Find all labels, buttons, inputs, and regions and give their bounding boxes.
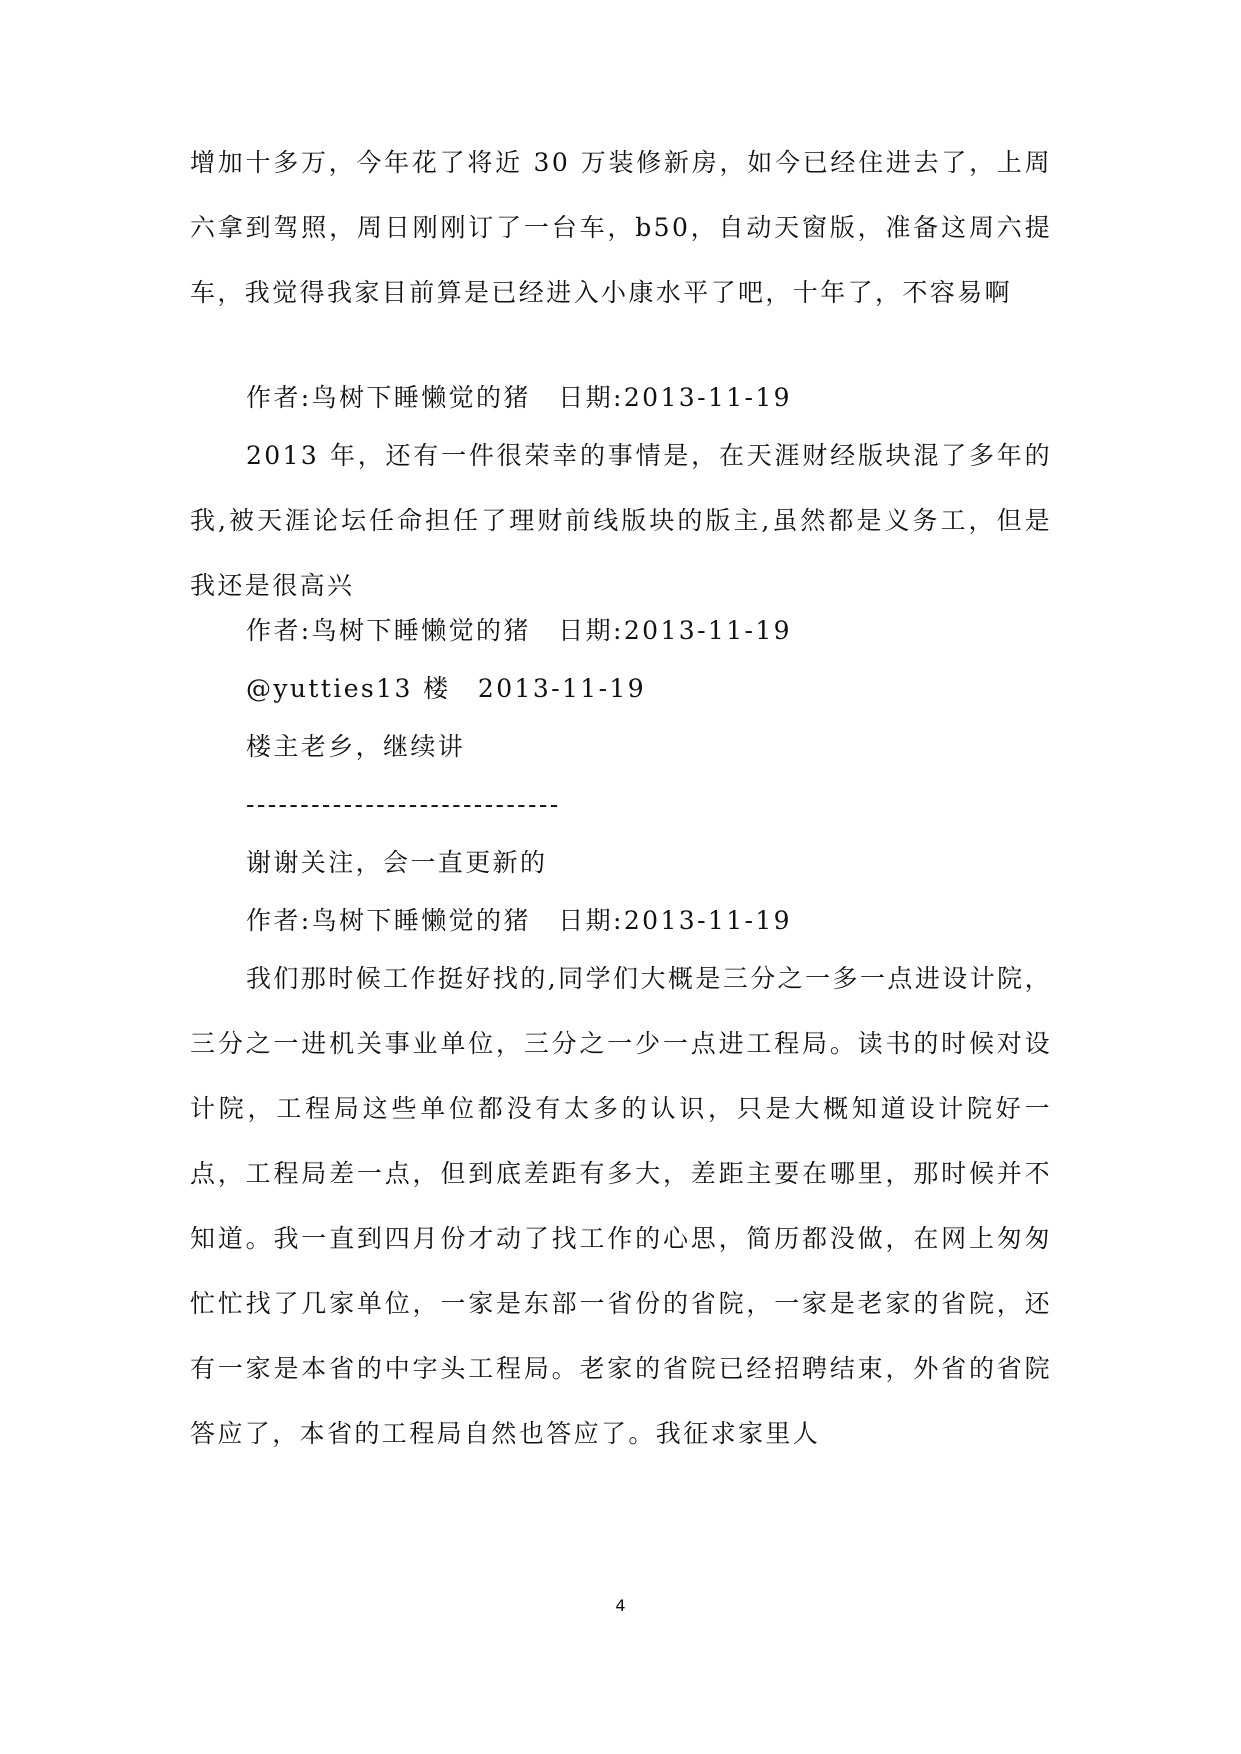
paragraph-forum-moderator: 2013 年，还有一件很荣幸的事情是，在天涯财经版块混了多年的我,被天涯论坛任命担任了理财前线版块的版主,虽然都是义务工，但是我还是很高兴: [190, 441, 1052, 600]
post-meta-author-date: 作者:鸟树下睡懒觉的猪 日期:2013-11-19: [246, 616, 792, 645]
post-meta-author-date: 作者:鸟树下睡懒觉的猪 日期:2013-11-19: [246, 906, 792, 935]
quote-body: 楼主老乡，继续讲: [246, 732, 466, 761]
quote-header: @yutties13 楼 2013-11-19: [246, 674, 647, 703]
post-meta-author-date: 作者:鸟树下睡懒觉的猪 日期:2013-11-19: [246, 383, 792, 412]
paragraph-continuation: 增加十多万，今年花了将近 30 万装修新房，如今已经住进去了，上周六拿到驾照，周日刚刚订了一台车，b50，自动天窗版，准备这周六提车，我觉得我家目前算是已经进入小康水平了吧，十年了，不容易啊: [190, 148, 1052, 307]
page-number: 4: [615, 1596, 626, 1615]
quote-separator: -----------------------------: [246, 790, 561, 819]
paragraph-job-search: 我们那时候工作挺好找的,同学们大概是三分之一多一点进设计院，三分之一进机关事业单位，三分之一少一点进工程局。读书的时候对设计院，工程局这些单位都没有太多的认识，只是大概知道设计院好一点，工程局差一点，但到底差距有多大，差距主要在哪里，那时候并不知道。我一直到四月份才动了找工作的心思，简历都没做，在网上匆匆忙忙找了几家单位，一家是东部一省份的省院，一家是老家的省院，还有一家是本省的中字头工程局。老家的省院已经招聘结束，外省的省院答应了，本省的工程局自然也答应了。我征求家里人: [190, 964, 1052, 1448]
reply-text: 谢谢关注，会一直更新的: [246, 848, 548, 877]
